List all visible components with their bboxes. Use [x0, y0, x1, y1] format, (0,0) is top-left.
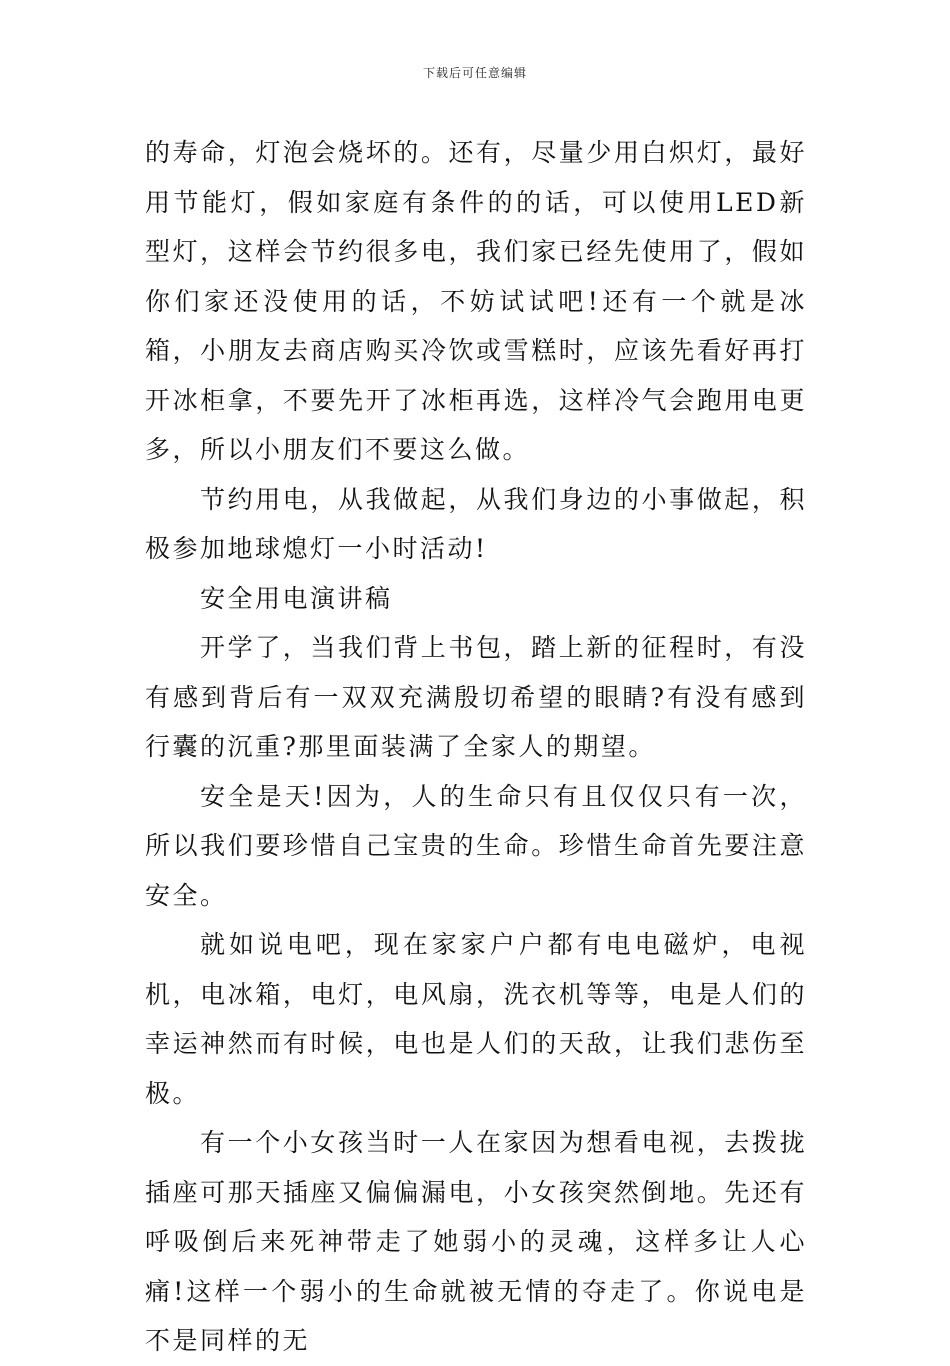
paragraph: 有一个小女孩当时一人在家因为想看电视，去拨拢插座可那天插座又偏偏漏电，小女孩突然倒地。先还有呼吸倒后来死神带走了她弱小的灵魂，这样多让人心痛!这样一个弱小的生命就被无情的夺走了。你说电是不是同样的无	[145, 1128, 807, 1355]
paragraph: 开学了，当我们背上书包，踏上新的征程时，有没有感到背后有一双双充满殷切希望的眼睛?有没有感到行囊的沉重?那里面装满了全家人的期望。	[145, 633, 807, 761]
paragraph-continued: 的寿命，灯泡会烧坏的。还有，尽量少用白炽灯，最好用节能灯，假如家庭有条件的的话，可以使用LED新型灯，这样会节约很多电，我们家已经先使用了，假如你们家还没使用的话，不妨试试吧!还有一个就是冰箱，小朋友去商店购买冷饮或雪糕时，应该先看好再打开冰柜拿，不要先开了冰柜再选，这样冷气会跑用电更多，所以小朋友们不要这么做。	[145, 138, 807, 464]
paragraph: 节约用电，从我做起，从我们身边的小事做起，积极参加地球熄灯一小时活动!	[145, 484, 807, 563]
paragraph: 安全是天!因为，人的生命只有且仅仅只有一次，所以我们要珍惜自己宝贵的生命。珍惜生命首先要注意安全。	[145, 781, 807, 910]
document-body	[145, 128, 807, 1366]
page-header: 下载后可任意编辑	[422, 66, 527, 80]
section-title: 安全用电演讲稿	[200, 583, 393, 613]
paragraph: 就如说电吧，现在家家户户都有电电磁炉，电视机，电冰箱，电灯，电风扇，洗衣机等等，电是人们的幸运神然而有时候，电也是人们的天敌，让我们悲伤至极。	[145, 930, 807, 1108]
